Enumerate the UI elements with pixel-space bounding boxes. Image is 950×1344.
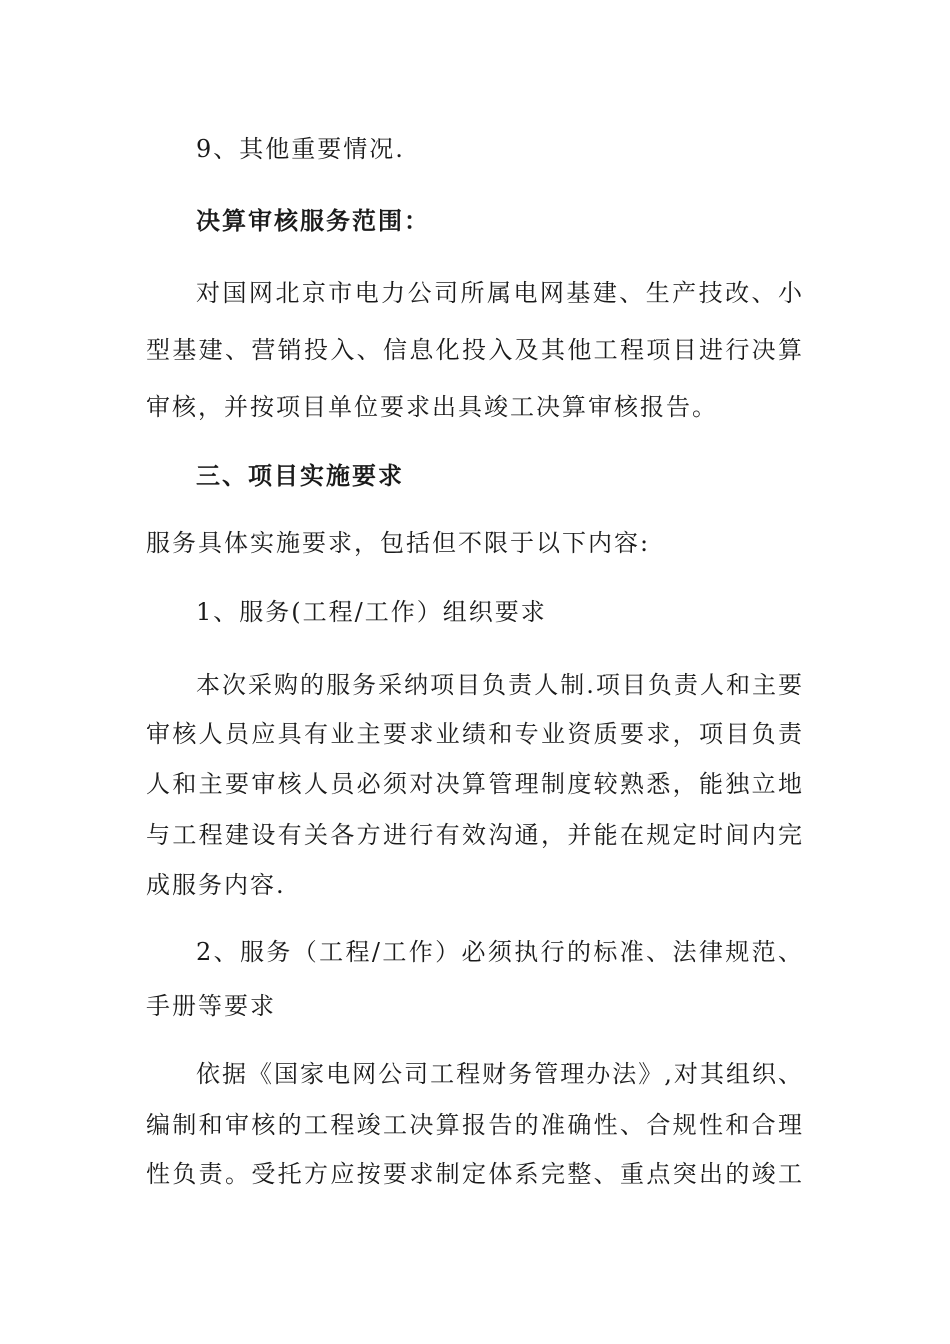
section-3-heading: 三、项目实施要求	[196, 462, 404, 490]
requirement-2-line-2: 手册等要求	[146, 992, 276, 1020]
item-9-text: 9、其他重要情况.	[196, 135, 405, 163]
requirement-1-line-2: 审核人员应具有业主要求业绩和专业资质要求，项目负责	[146, 720, 804, 748]
requirement-1-line-5: 成服务内容.	[146, 871, 286, 899]
section-3-intro: 服务具体实施要求，包括但不限于以下内容:	[146, 529, 651, 557]
requirement-1-line-3: 人和主要审核人员必须对决算管理制度较熟悉，能独立地	[146, 770, 804, 798]
basis-line-2: 编制和审核的工程竣工决算报告的准确性、合规性和合理	[146, 1111, 804, 1139]
scope-line-2: 型基建、营销投入、信息化投入及其他工程项目进行决算	[146, 336, 804, 364]
requirement-1-line-1: 本次采购的服务采纳项目负责人制.项目负责人和主要	[196, 671, 804, 699]
scope-heading: 决算审核服务范围：	[196, 207, 430, 235]
scope-line-1: 对国网北京市电力公司所属电网基建、生产技改、小	[196, 279, 804, 307]
basis-line-3: 性负责。受托方应按要求制定体系完整、重点突出的竣工	[146, 1160, 804, 1188]
scope-line-3: 审核，并按项目单位要求出具竣工决算审核报告。	[146, 393, 718, 421]
basis-line-1: 依据《国家电网公司工程财务管理办法》,对其组织、	[196, 1060, 804, 1088]
requirement-1-line-4: 与工程建设有关各方进行有效沟通，并能在规定时间内完	[146, 821, 804, 849]
requirement-2-line-1: 2、服务（工程/工作）必须执行的标准、法律规范、	[196, 938, 804, 966]
requirement-1-heading: 1、服务(工程/工作）组织要求	[196, 598, 547, 626]
